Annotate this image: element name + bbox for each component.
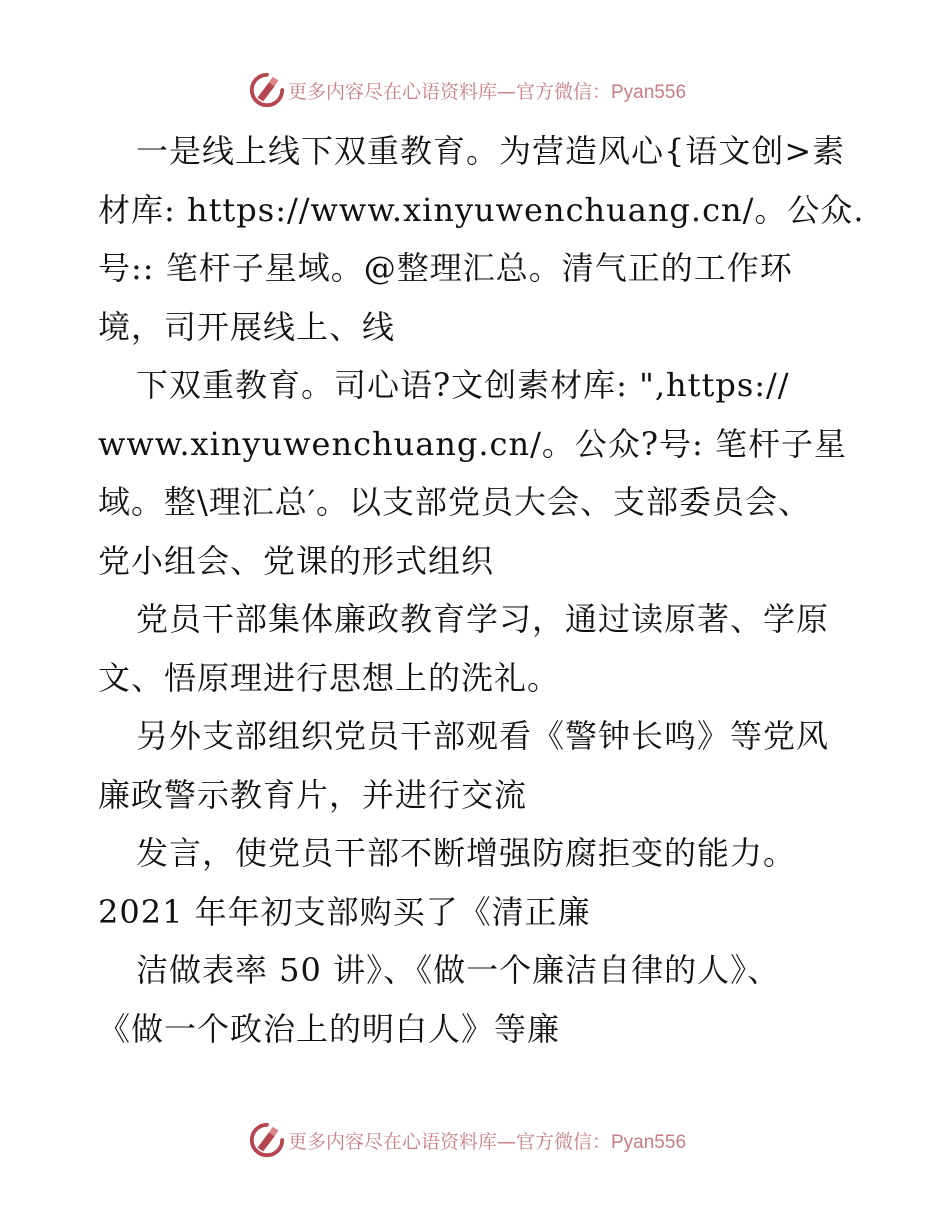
text-line: 文、悟原理进行思想上的洗礼。 xyxy=(98,658,561,697)
banner-label: 更多内容尽在心语资料库—官方微信： xyxy=(287,1130,611,1153)
banner-text xyxy=(288,1127,686,1154)
pen-logo-icon xyxy=(248,1121,286,1159)
text-line: 下双重教育。司心语?文创素材库: ",https:// xyxy=(136,366,790,404)
text-line: www.xinyuwenchuang.cn/。公众?号: 笔杆子星 xyxy=(98,424,847,463)
text-line: 另外支部组织党员干部观看《警钟长鸣》等党风 xyxy=(136,717,830,755)
banner-text xyxy=(288,77,686,104)
text-line: 党小组会、党课的形式组织 xyxy=(98,541,495,580)
pen-logo-icon xyxy=(248,71,286,109)
wechat-id: Pyan556 xyxy=(611,81,687,103)
footer-banner xyxy=(0,1120,950,1160)
wechat-id: Pyan556 xyxy=(611,1131,687,1153)
text-line: 一是线上线下双重教育。为营造风心{语文创>素 xyxy=(136,132,846,170)
text-line: 材库: https://www.xinyuwenchuang.cn/。公众. xyxy=(98,190,865,229)
header-banner xyxy=(0,70,950,110)
text-line: 廉政警示教育片，并进行交流 xyxy=(98,775,528,814)
text-line: 域。整\理汇总′。以支部党员大会、支部委员会、 xyxy=(98,483,812,521)
banner-label: 更多内容尽在心语资料库—官方微信： xyxy=(287,80,611,103)
text-line: 号:: 笔杆子星域。@整理汇总。清气正的工作环 xyxy=(98,249,793,287)
text-line: 发言，使党员干部不断增强防腐拒变的能力。 xyxy=(136,834,797,872)
text-line: 《做一个政治上的明白人》等廉 xyxy=(98,1009,561,1048)
text-line: 党员干部集体廉政教育学习，通过读原著、学原 xyxy=(136,600,830,638)
text-line: 2021 年年初支部购买了《清正廉 xyxy=(98,892,591,931)
text-line: 洁做表率 50 讲》、《做一个廉洁自律的人》、 xyxy=(136,951,781,989)
document-body xyxy=(98,122,865,1058)
text-line: 境，司开展线上、线 xyxy=(98,307,396,346)
